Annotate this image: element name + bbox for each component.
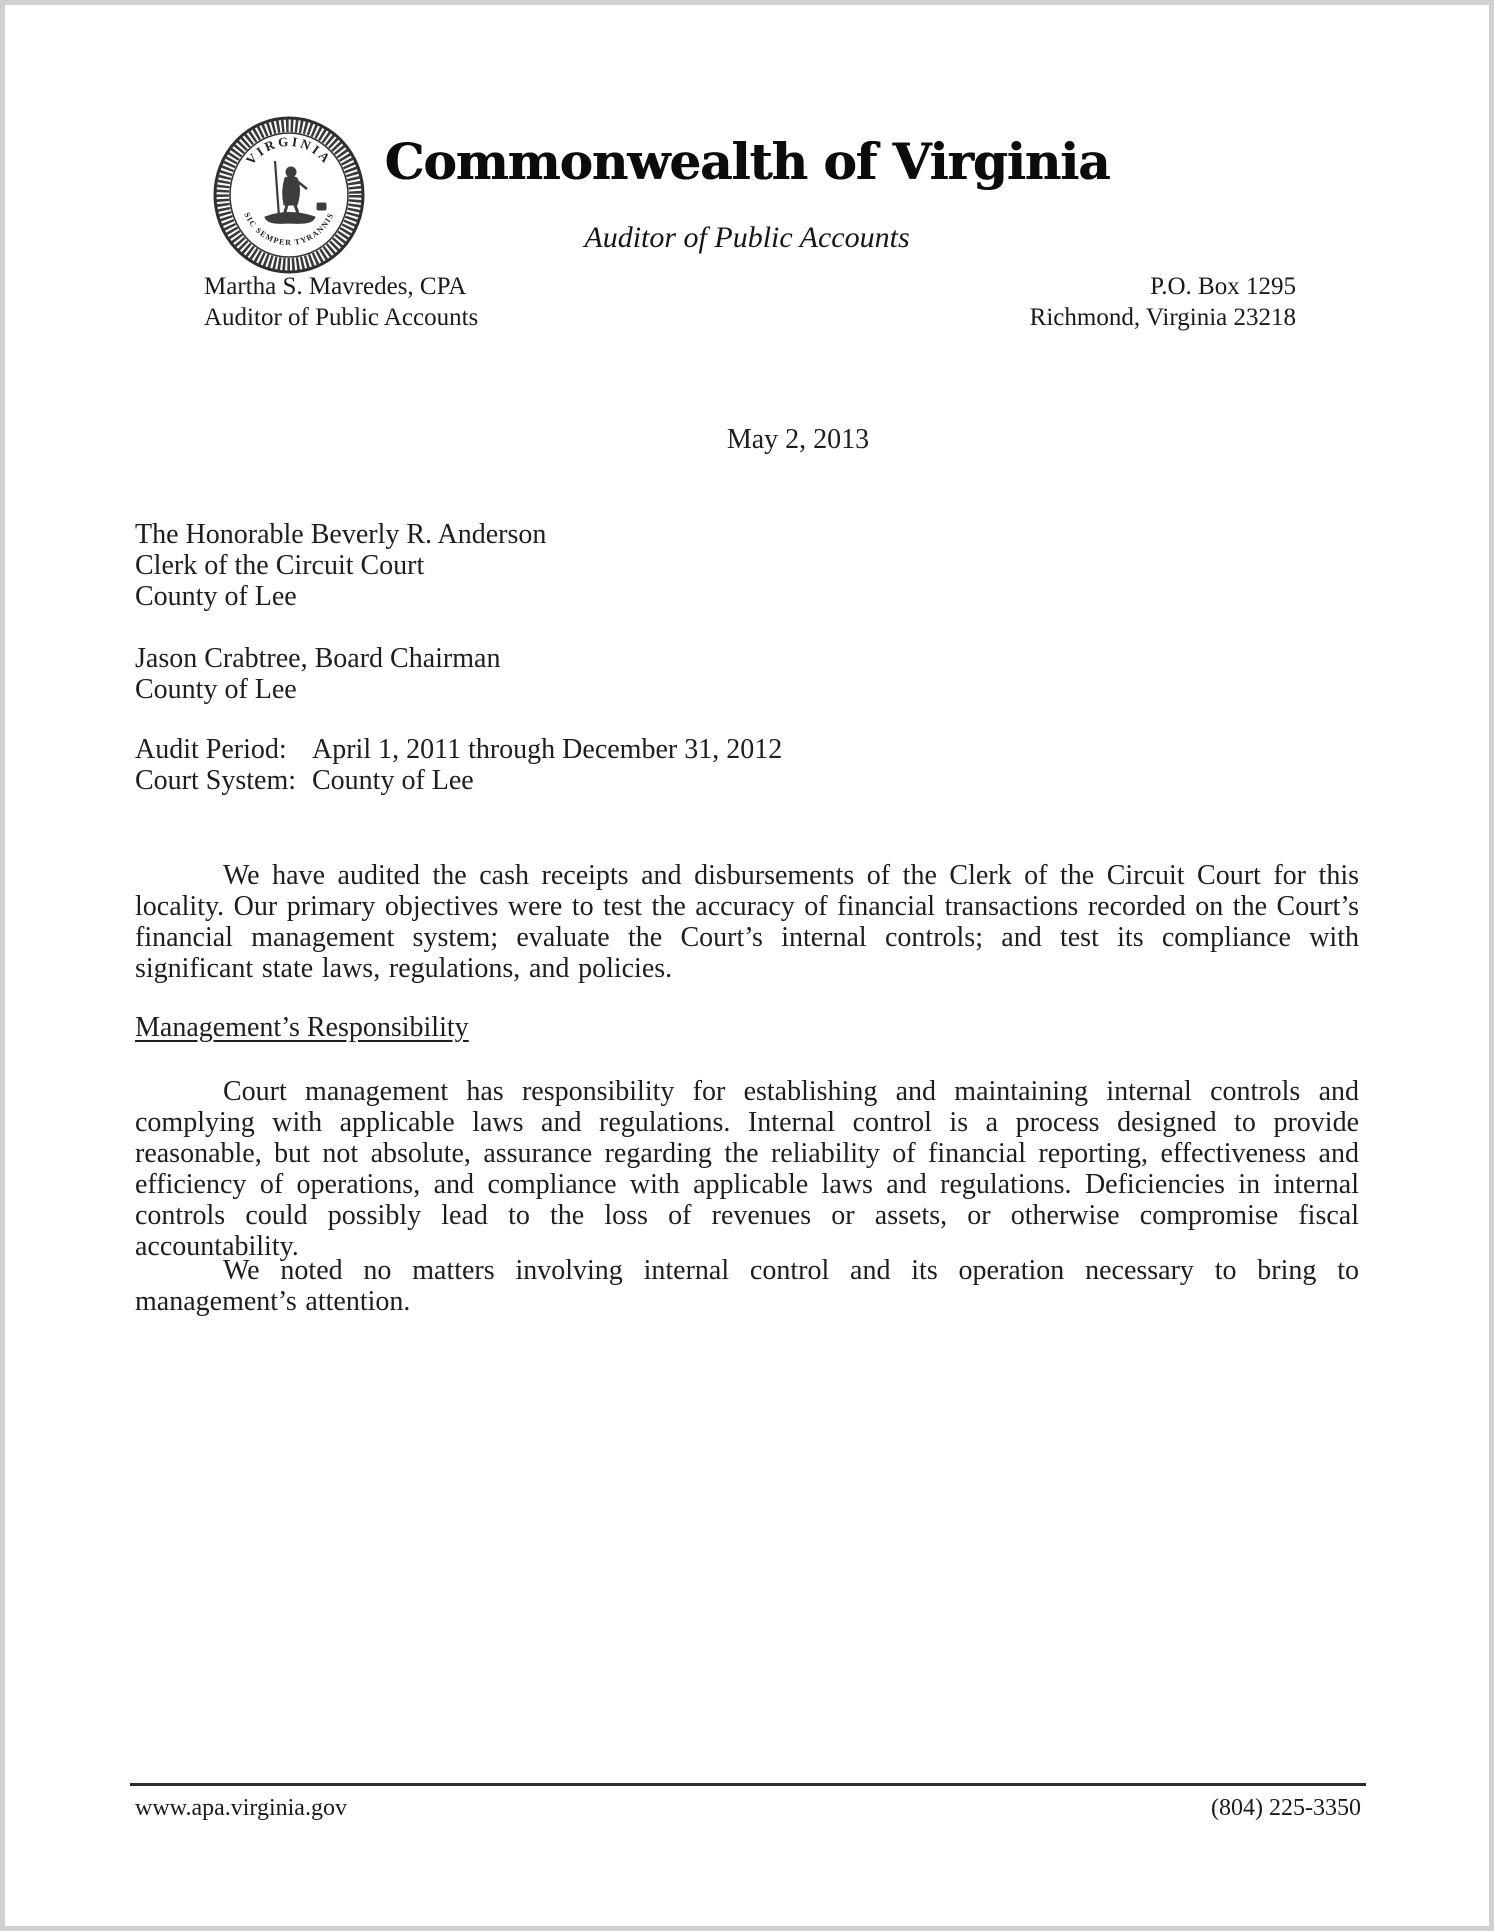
- seal-bottom-text: SIC SEMPER TYRANNIS: [242, 211, 336, 248]
- recipient-2-locality: County of Lee: [135, 674, 297, 705]
- letter-date: May 2, 2013: [726, 424, 870, 455]
- court-system-value: County of Lee: [312, 765, 474, 796]
- seal-top-text: VIRGINIA: [242, 133, 336, 168]
- recipient-2-name: Jason Crabtree, Board Chairman: [135, 643, 501, 674]
- footer-website: www.apa.virginia.gov: [135, 1795, 347, 1821]
- reference-block: [135, 734, 782, 796]
- address-block: [1030, 271, 1296, 333]
- footer-divider: [130, 1783, 1366, 1786]
- recipient-1-locality: County of Lee: [135, 581, 297, 612]
- organization-division: Auditor of Public Accounts: [584, 221, 910, 254]
- recipient-block-2: [135, 643, 500, 705]
- organization-name: Commonwealth of Virginia: [384, 132, 1110, 191]
- court-system-label: Court System:: [135, 765, 297, 796]
- recipient-block-1: [135, 519, 546, 612]
- section-heading-managements-responsibility: Management’s Responsibility: [135, 1012, 469, 1043]
- recipient-1-title: Clerk of the Circuit Court: [135, 550, 425, 581]
- address-line-1: P.O. Box 1295: [1150, 273, 1296, 300]
- body-paragraph-1: We have audited the cash receipts and disbursements of the Clerk of the Circuit Court for this locality. Our primary objectives were to test the accuracy of financial transactions recorded on the Court’s financial management system; evaluate the Court’s internal controls; and test its compliance with significant state laws, regulations, and policies.: [135, 860, 1359, 984]
- official-title: Auditor of Public Accounts: [204, 304, 479, 331]
- audit-period-label: Audit Period:: [135, 734, 287, 765]
- official-name: Martha S. Mavredes, CPA: [204, 273, 467, 300]
- audit-period-row: [135, 734, 782, 765]
- body-paragraph-2: Court management has responsibility for establishing and maintaining internal controls and complying with applicable laws and regulations. Internal control is a process designed to provide reasonable, but not absolute, assurance regarding the reliability of financial reporting, effectiveness and efficiency of operations, and compliance with applicable laws and regulations. Deficiencies in internal controls could possibly lead to the loss of revenues or assets, or otherwise compromise fiscal accountability.: [135, 1076, 1359, 1262]
- body-paragraph-3: We noted no matters involving internal control and its operation necessary to bring to management’s attention.: [135, 1255, 1359, 1317]
- official-block: [204, 271, 478, 333]
- address-line-2: Richmond, Virginia 23218: [1029, 304, 1296, 331]
- footer: [135, 1793, 1361, 1823]
- audit-period-value: April 1, 2011 through December 31, 2012: [312, 734, 783, 765]
- court-system-row: [135, 765, 782, 796]
- footer-phone: (804) 225-3350: [1211, 1795, 1361, 1821]
- recipient-1-name: The Honorable Beverly R. Anderson: [135, 519, 547, 550]
